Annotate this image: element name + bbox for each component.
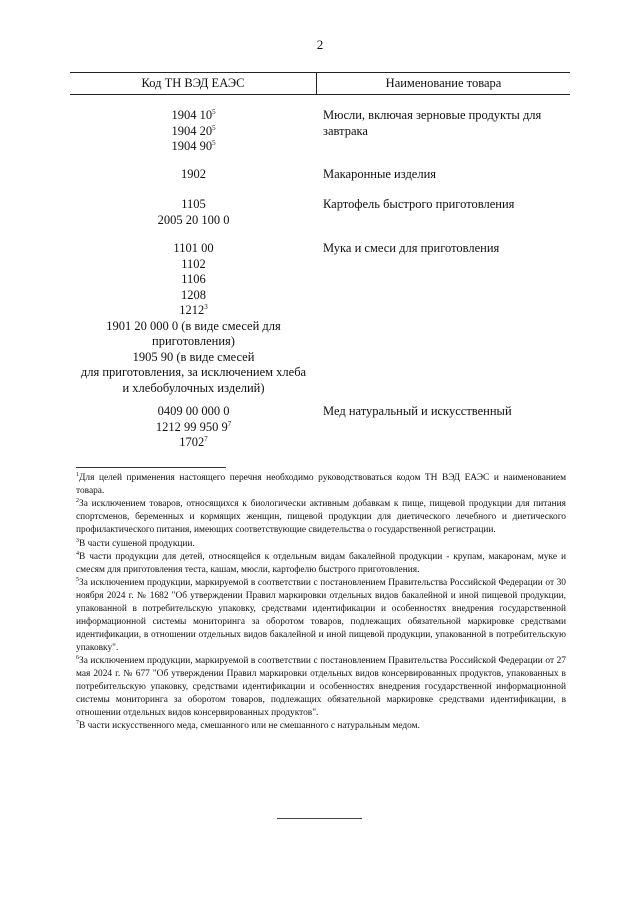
footnote-ref: 5 bbox=[212, 107, 216, 116]
goods-table bbox=[70, 72, 570, 95]
footnote-number: 5 bbox=[76, 577, 79, 584]
footnote-text: В части сушеной продукции. bbox=[79, 538, 195, 549]
footnote-separator bbox=[76, 467, 226, 468]
table-row bbox=[70, 241, 570, 396]
code-line: 1212$^3$ bbox=[179, 302, 208, 317]
footnote-number: 6 bbox=[76, 655, 79, 662]
name-cell: Макаронные изделия bbox=[323, 167, 437, 181]
footnote-text: В части искусственного меда, смешанного или не смешанного с натуральным медом. bbox=[79, 721, 420, 732]
code-cell bbox=[70, 241, 317, 396]
footnote-number: 2 bbox=[76, 498, 79, 505]
table-row bbox=[70, 167, 570, 183]
footnote-ref: 5 bbox=[212, 123, 216, 132]
code-cell bbox=[70, 404, 317, 451]
code-line: 1101 00 bbox=[173, 241, 214, 255]
footnote-text: Для целей применения настоящего перечня необходимо руководствоваться кодом ТН ВЭД ЕАЭС и наименованием товара. bbox=[76, 473, 566, 496]
code-cell bbox=[70, 167, 317, 183]
code-line: 1904 $20^5$ bbox=[171, 123, 216, 138]
header-name: Наименование товара bbox=[385, 76, 502, 90]
code-line: для приготовления, за исключением хлеба bbox=[80, 365, 307, 379]
code-cell bbox=[70, 108, 317, 155]
code-cell bbox=[70, 197, 317, 228]
code-line: 1904 $10^5$ bbox=[171, 107, 216, 122]
footnote-ref: 7 bbox=[227, 419, 232, 428]
table-row bbox=[70, 404, 570, 451]
code-line: 1901 20 000 0 (в виде смесей для bbox=[106, 318, 281, 333]
code-line: 1702$^7$ bbox=[179, 434, 208, 449]
footnote-text: За исключением товаров, относящихся к биологически активным добавкам к пище, пищевой продукции для питания спортсменов, беременных и кормящих женщин, пищевой продукции для диетического лечебного и диетического профилактического питания, имеющих соответствующие свидетельства о государственной регистрации. bbox=[76, 499, 566, 536]
table-header bbox=[70, 72, 570, 95]
name-cell: Картофель быстрого приготовления bbox=[323, 197, 515, 211]
footnote-number: 4 bbox=[76, 550, 79, 557]
code-line: 0409 00 000 0 bbox=[157, 404, 230, 418]
footnote bbox=[76, 720, 566, 733]
footnote-number: 7 bbox=[76, 720, 79, 727]
table-row bbox=[70, 197, 570, 228]
footnote-ref: 5 bbox=[212, 138, 216, 147]
header-code: Код ТН ВЭД ЕАЭС bbox=[70, 73, 317, 94]
name-cell: Мед натуральный и искусственный bbox=[323, 404, 512, 418]
code-line: 1212 99 950 $9^7$ bbox=[155, 419, 232, 434]
code-line: 1902 bbox=[181, 167, 206, 181]
name-cell: Мюсли, включая зерновые продукты для завтрака bbox=[323, 108, 542, 138]
footnote bbox=[76, 472, 566, 498]
footnote-ref: 3 bbox=[204, 302, 208, 311]
footnote-text: В части продукции для детей, относящейся к отдельным видам бакалейной продукции - крупам, макаронам, муке и смесям для приготовления теста, кашам, мюсли, картофелю быстрого приготовления. bbox=[76, 551, 566, 575]
footnote bbox=[76, 498, 566, 537]
code-line: 1208 bbox=[181, 287, 206, 302]
name-cell: Мука и смеси для приготовления bbox=[323, 241, 500, 255]
footnote bbox=[76, 577, 566, 654]
code-line: 1905 90 (в виде смесей bbox=[132, 349, 255, 364]
page-number: 2 bbox=[316, 37, 324, 52]
footnote-text: За исключением продукции, маркируемой в соответствии с постановлением Правительства Российской Федерации от 27 мая 2024 г. № 677 "Об утверждении Правил маркировки отдельных видов консервированных продуктов, упакованных в потребительскую упаковку, средствами идентификации и особенностях внедрения государственной информационной системы мониторинга за оборотом товаров, подлежащих обязательной маркировке средствами идентификации, в отношении отдельных видов консервированных продуктов". bbox=[76, 656, 566, 718]
code-line: 1904 $90^5$ bbox=[171, 138, 216, 153]
code-line: 1105 bbox=[181, 197, 206, 211]
table-row bbox=[70, 108, 570, 155]
code-line: 1106 bbox=[181, 272, 206, 286]
footnote-number: 3 bbox=[76, 537, 79, 544]
footnote-ref: 7 bbox=[204, 434, 208, 443]
code-line: 2005 20 100 0 bbox=[157, 212, 230, 227]
code-line: приготовления) bbox=[152, 334, 235, 348]
code-line: и хлебобулочных изделий) bbox=[122, 380, 265, 395]
footnote-text: За исключением продукции, маркируемой в соответствии с постановлением Правительства Российской Федерации от 30 ноября 2024 г. № 1682 "Об утверждении Правил маркировки отдельных видов бакалейной и иной пищевой продукции, упакованной в потребительскую упаковку, средствами идентификации и особенностях внедрения государственной информационной системы мониторинга за оборотом товаров, подлежащих обязательной маркировке средствами идентификации, в отношении отдельных видов бакалейной и иной пищевой продукции, упакованной в потребительскую упаковку". bbox=[76, 578, 566, 653]
footnote-number: 1 bbox=[76, 471, 79, 478]
footnotes bbox=[76, 472, 566, 734]
code-line: 1102 bbox=[181, 256, 206, 271]
footnote bbox=[76, 538, 566, 551]
footnote bbox=[76, 655, 566, 720]
footnote bbox=[76, 551, 566, 577]
bottom-separator bbox=[277, 818, 362, 819]
